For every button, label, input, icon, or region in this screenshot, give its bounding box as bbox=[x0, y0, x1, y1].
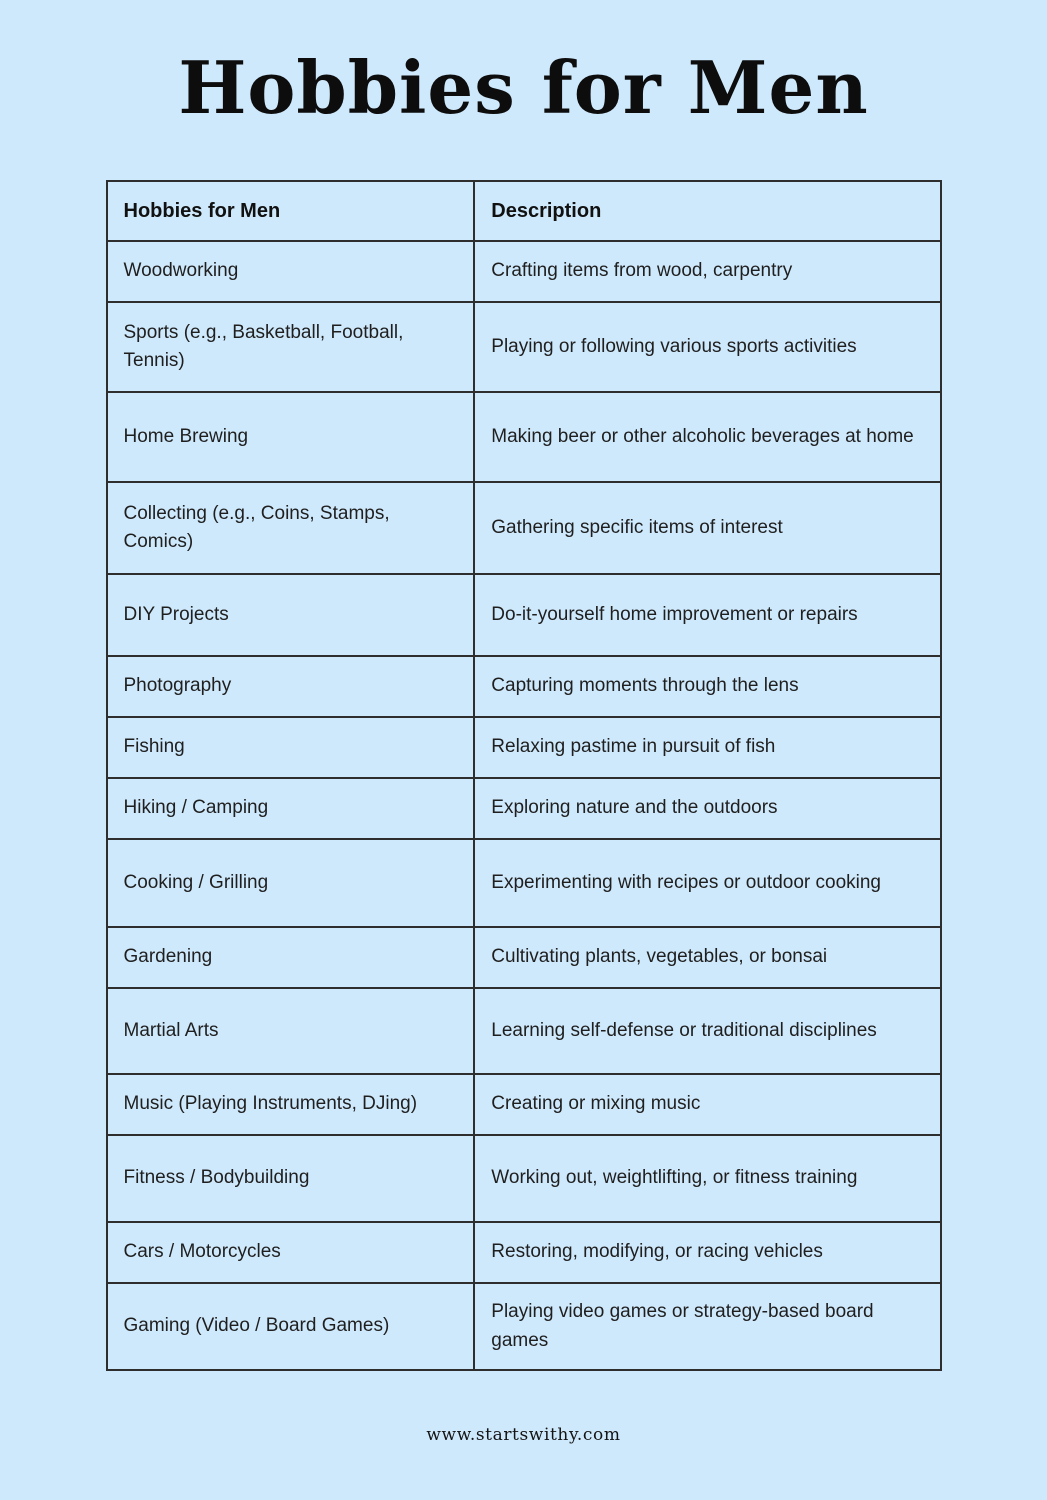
hobby-cell: Woodworking bbox=[107, 241, 475, 302]
description-cell: Gathering specific items of interest bbox=[474, 482, 940, 574]
description-cell: Learning self-defense or traditional disciplines bbox=[474, 988, 940, 1074]
table-row bbox=[107, 988, 941, 1074]
table-row bbox=[107, 839, 941, 927]
description-cell: Cultivating plants, vegetables, or bonsai bbox=[474, 927, 940, 988]
description-cell: Capturing moments through the lens bbox=[474, 656, 940, 717]
page-title: Hobbies for Men bbox=[178, 45, 869, 130]
hobby-cell: Martial Arts bbox=[107, 988, 475, 1074]
table-row bbox=[107, 927, 941, 988]
hobby-cell: DIY Projects bbox=[107, 574, 475, 656]
table-row bbox=[107, 1283, 941, 1370]
header-hobby: Hobbies for Men bbox=[107, 181, 475, 241]
description-cell: Do-it-yourself home improvement or repairs bbox=[474, 574, 940, 656]
hobby-cell: Photography bbox=[107, 656, 475, 717]
header-row bbox=[107, 181, 941, 241]
table-body bbox=[107, 241, 941, 1370]
table-row bbox=[107, 392, 941, 482]
description-cell: Crafting items from wood, carpentry bbox=[474, 241, 940, 302]
hobby-cell: Cooking / Grilling bbox=[107, 839, 475, 927]
description-cell: Working out, weightlifting, or fitness training bbox=[474, 1135, 940, 1222]
hobbies-table bbox=[106, 180, 942, 1371]
hobby-cell: Music (Playing Instruments, DJing) bbox=[107, 1074, 475, 1135]
hobby-cell: Collecting (e.g., Coins, Stamps, Comics) bbox=[107, 482, 475, 574]
description-cell: Playing or following various sports activities bbox=[474, 302, 940, 392]
hobby-cell: Home Brewing bbox=[107, 392, 475, 482]
table-row bbox=[107, 1222, 941, 1283]
table-row bbox=[107, 717, 941, 778]
hobby-cell: Sports (e.g., Basketball, Football, Tennis) bbox=[107, 302, 475, 392]
description-cell: Exploring nature and the outdoors bbox=[474, 778, 940, 839]
footer-url: www.startswithy.com bbox=[426, 1425, 621, 1445]
description-cell: Experimenting with recipes or outdoor cooking bbox=[474, 839, 940, 927]
hobby-cell: Hiking / Camping bbox=[107, 778, 475, 839]
table-row bbox=[107, 574, 941, 656]
hobby-cell: Gaming (Video / Board Games) bbox=[107, 1283, 475, 1370]
description-cell: Playing video games or strategy-based board games bbox=[474, 1283, 940, 1370]
table-row bbox=[107, 482, 941, 574]
description-cell: Creating or mixing music bbox=[474, 1074, 940, 1135]
hobby-cell: Cars / Motorcycles bbox=[107, 1222, 475, 1283]
description-cell: Restoring, modifying, or racing vehicles bbox=[474, 1222, 940, 1283]
table-row bbox=[107, 241, 941, 302]
table-row bbox=[107, 778, 941, 839]
table-row bbox=[107, 1135, 941, 1222]
description-cell: Relaxing pastime in pursuit of fish bbox=[474, 717, 940, 778]
hobby-cell: Fishing bbox=[107, 717, 475, 778]
table-header bbox=[107, 181, 941, 241]
header-description: Description bbox=[474, 181, 940, 241]
hobby-cell: Fitness / Bodybuilding bbox=[107, 1135, 475, 1222]
description-cell: Making beer or other alcoholic beverages at home bbox=[474, 392, 940, 482]
table-row bbox=[107, 302, 941, 392]
table-row bbox=[107, 656, 941, 717]
table-row bbox=[107, 1074, 941, 1135]
hobby-cell: Gardening bbox=[107, 927, 475, 988]
